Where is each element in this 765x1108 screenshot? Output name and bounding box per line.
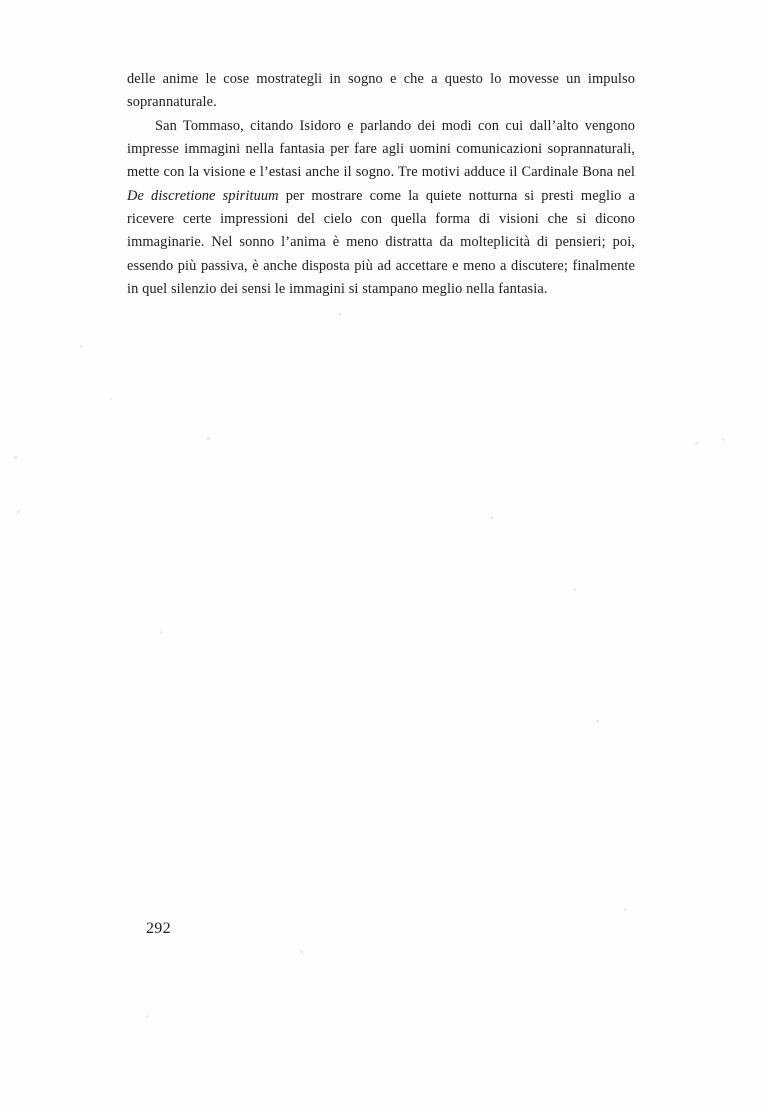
paper-speck — [146, 1015, 149, 1018]
paper-speck — [596, 720, 599, 723]
text-run: per mostrare come la quiete notturna si presti meglio a ricevere certe impressioni del cielo con quella forma di visioni che si dicono immaginarie. Nel sonno l’anima è meno distratta da molteplicità di pensieri; poi, essendo più passiva, è anche disposta più ad accettare e meno a discutere; finalmente in quel silenzio dei sensi le immagini si stampano meglio nella fantasia. — [127, 187, 635, 297]
paper-speck — [17, 510, 20, 513]
body-text — [127, 68, 635, 301]
paper-speck — [110, 398, 112, 400]
text-run: delle anime le cose mostrategli in sogno e che a questo lo movesse un impulso soprannaturale. — [127, 71, 635, 111]
paper-speck — [300, 950, 303, 953]
paper-speck — [490, 516, 493, 519]
page-number: 292 — [146, 920, 171, 937]
text-run: San Tommaso, citando Isidoro e parlando dei modi con cui dall’alto vengono impresse immagini nella fantasia per fare agli uomini comunicazioni soprannaturali, mette con la visione e l’estasi anche il sogno. Tre motivi adduce il Cardinale Bona nel — [127, 117, 635, 181]
italic-title-run: De discretione spirituum — [127, 187, 279, 204]
paper-speck — [160, 631, 163, 634]
paper-speck — [14, 456, 17, 459]
paper-speck — [338, 313, 341, 316]
paper-speck — [80, 345, 83, 348]
paper-speck — [624, 908, 627, 911]
paper-speck — [695, 442, 698, 445]
paper-speck — [573, 588, 576, 591]
paper-speck — [722, 438, 725, 441]
paragraph-2 — [127, 115, 635, 302]
paragraph-1 — [127, 68, 635, 115]
paper-speck — [207, 437, 210, 440]
